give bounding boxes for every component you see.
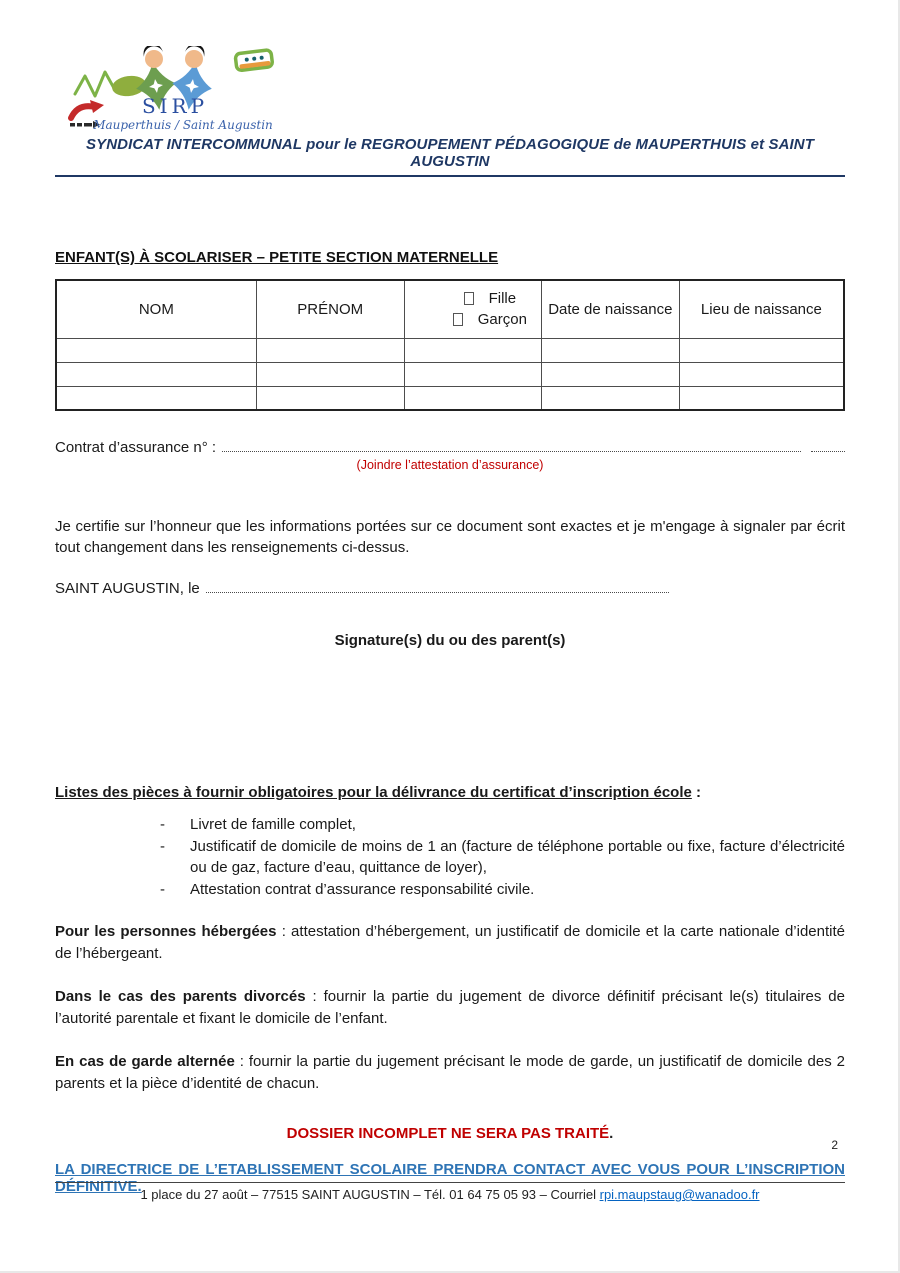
table-row <box>56 338 844 362</box>
signature-heading: Signature(s) du ou des parent(s) <box>334 632 566 649</box>
table-header-row <box>56 280 844 338</box>
page-title: SYNDICAT INTERCOMMUNAL pour le REGROUPEMENT PÉDAGOGIQUE de MAUPERTHUIS et SAINT AUGUSTIN <box>55 136 845 177</box>
column-header-nom: NOM <box>56 280 256 338</box>
list-item <box>55 836 845 878</box>
incomplete-warning-text: DOSSIER INCOMPLET NE SERA PAS TRAITÉ <box>286 1125 610 1142</box>
list-dash: - <box>160 881 165 898</box>
list-item-text: Attestation contrat d’assurance responsabilité civile. <box>190 881 535 898</box>
insurance-fill-line <box>222 438 801 452</box>
children-table <box>55 279 845 411</box>
table-cell <box>256 386 404 410</box>
insurance-label: Contrat d’assurance n° : <box>55 439 217 456</box>
table-cell <box>256 338 404 362</box>
note-hebergees-lead: Pour les personnes hébergées <box>55 923 277 940</box>
note-garde-lead: En cas de garde alternée <box>55 1053 235 1070</box>
section-heading: ENFANT(S) À SCOLARISER – PETITE SECTION MATERNELLE <box>55 249 499 266</box>
ticket-icon <box>235 50 273 71</box>
note-divorces-lead: Dans le cas des parents divorcés <box>55 988 306 1005</box>
list-item <box>55 879 845 900</box>
green-child-head <box>145 50 163 68</box>
note-divorces <box>55 986 845 1030</box>
checkbox-fille-icon <box>464 292 474 305</box>
table-cell <box>541 338 679 362</box>
note-garde-alternee <box>55 1051 845 1095</box>
date-line <box>55 579 845 597</box>
note-garde-text: : fournir la partie du jugement précisant le mode de garde, un justificatif de domicile des 2 parents et la pièce d’identité de chacun. <box>55 1053 845 1092</box>
zigzag-line-icon <box>75 72 115 96</box>
table-cell <box>541 362 679 386</box>
insurance-fill-line-short <box>811 438 845 452</box>
checkbox-garcon-icon <box>453 313 463 326</box>
table-cell <box>256 362 404 386</box>
page-footer <box>55 1182 845 1202</box>
list-item-text: Justificatif de domicile de moins de 1 an (facture de téléphone portable ou fixe, facture d’électricité ou de gaz, facture d’eau, quittance de loyer), <box>190 838 845 876</box>
logo-acronym: SIRP <box>141 94 209 118</box>
documents-list <box>55 814 845 900</box>
column-header-gender <box>404 280 541 338</box>
note-hebergees <box>55 921 845 965</box>
table-cell <box>404 338 541 362</box>
incomplete-warning <box>55 1125 845 1142</box>
footer-address: 1 place du 27 août – 77515 SAINT AUGUSTIN – Tél. 01 64 75 05 93 – Courriel <box>140 1187 600 1202</box>
table-cell <box>56 362 256 386</box>
date-fill-line <box>206 579 669 593</box>
table-cell <box>679 386 844 410</box>
insurance-contract-line <box>55 438 845 456</box>
column-header-prenom: PRÉNOM <box>256 280 404 338</box>
gender-option-garcon <box>439 309 541 330</box>
documents-heading-text: Listes des pièces à fournir obligatoires pour la délivrance du certificat d’inscription école <box>55 784 692 801</box>
incomplete-warning-period: . <box>609 1125 614 1142</box>
page-number: 2 <box>831 1138 838 1152</box>
note-divorces-text: : fournir la partie du jugement de divorce définitif précisant le(s) titulaires de l’autorité parentale et fixant le domicile de l’enfant. <box>55 988 845 1027</box>
insurance-note: (Joindre l’attestation d’assurance) <box>356 458 544 472</box>
logo-subtitle: Mauperthuis / Saint Augustin <box>93 118 273 132</box>
table-row <box>56 362 844 386</box>
table-cell <box>404 386 541 410</box>
list-dash: - <box>160 816 165 833</box>
column-header-date-naissance: Date de naissance <box>541 280 679 338</box>
blue-child-head <box>185 50 203 68</box>
table-cell <box>56 386 256 410</box>
date-label: SAINT AUGUSTIN, le <box>55 580 200 597</box>
table-cell <box>679 362 844 386</box>
table-cell <box>404 362 541 386</box>
table-row <box>56 386 844 410</box>
table-cell <box>56 338 256 362</box>
documents-heading <box>55 784 845 801</box>
documents-heading-suffix: : <box>691 784 702 801</box>
gender-label-garcon: Garçon <box>477 311 527 329</box>
list-item <box>55 814 845 835</box>
note-hebergees-text: : attestation d’hébergement, un justificatif de domicile et la carte nationale d’identité de l’hébergeant. <box>55 923 845 962</box>
footer-email-link[interactable]: rpi.maupstaug@wanadoo.fr <box>599 1187 760 1202</box>
sirp-logo-graphic <box>63 46 293 134</box>
table-cell <box>679 338 844 362</box>
directrice-notice: LA DIRECTRICE DE L’ETABLISSEMENT SCOLAIRE PRENDRA CONTACT AVEC VOUS POUR L’INSCRIPTION DÉFINITIVE. <box>55 1161 845 1195</box>
table-cell <box>541 386 679 410</box>
list-item-text: Livret de famille complet, <box>190 816 356 833</box>
certification-paragraph: Je certifie sur l’honneur que les informations portées sur ce document sont exactes et je m'engage à signaler par écrit tout changement dans les renseignements ci-dessus. <box>55 518 845 556</box>
gender-option-fille <box>439 288 541 309</box>
sirp-logo <box>63 46 845 134</box>
column-header-lieu-naissance: Lieu de naissance <box>679 280 844 338</box>
gender-label-fille: Fille <box>488 290 517 308</box>
list-dash: - <box>160 838 165 855</box>
